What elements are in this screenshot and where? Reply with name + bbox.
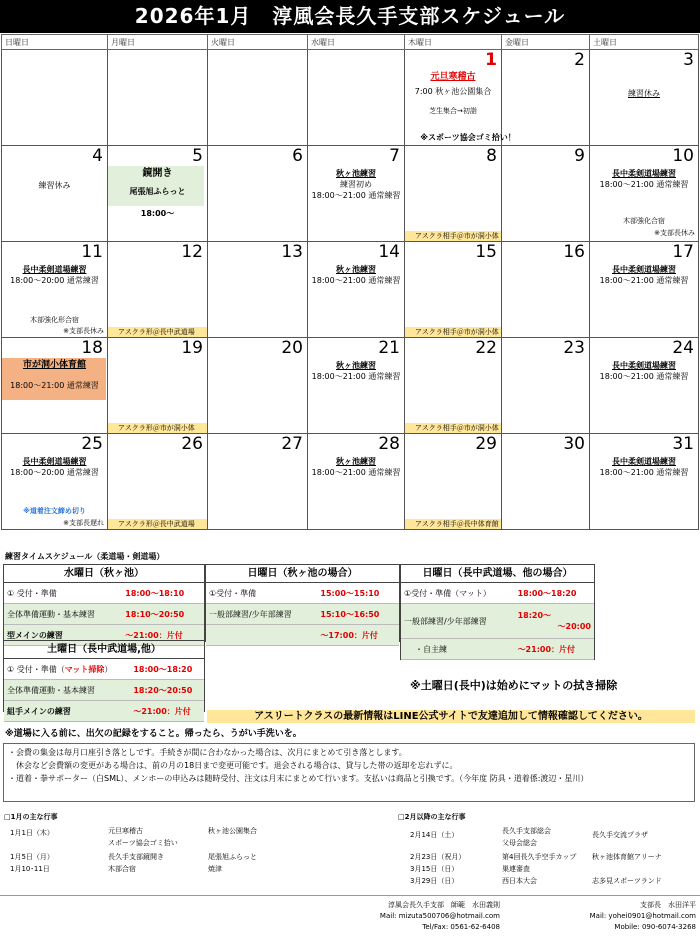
event-title: 長中柔剣道場練習 xyxy=(22,265,87,274)
day-cell-25 xyxy=(2,434,108,530)
sun2-r2-label: 一般部練習/少年部練習 xyxy=(401,604,515,639)
jan-place: 尾張旭ふらっと xyxy=(208,853,257,861)
week-row xyxy=(2,146,699,242)
wed-r3-label: 型メインの練習 xyxy=(4,625,122,646)
event-time: 18:00～21:00 通常練習 xyxy=(311,191,401,200)
jan-date: 1月10･11日 xyxy=(10,865,50,873)
day-cell-10 xyxy=(590,146,699,242)
weekday-header-row xyxy=(2,35,699,50)
wed-schedule-box xyxy=(3,564,205,642)
event-title: 長中柔剣道場練習 xyxy=(22,457,87,466)
dojo-note: ※道場に入る前に、出欠の記録をすること。帰ったら、うがい手洗いを。 xyxy=(5,729,302,739)
day-cell-20 xyxy=(208,338,308,434)
day-number: 18 xyxy=(81,338,103,358)
sun-schedule-title: 日曜日（秋ヶ池の場合） xyxy=(206,565,399,583)
day-number: 29 xyxy=(475,434,497,454)
day-cell-15 xyxy=(405,242,502,338)
sat-r3-time: ～21:00：片付 xyxy=(130,701,204,722)
footer-left-tel: Tel/Fax: 0561-62-6408 xyxy=(422,923,500,931)
day-number: 7 xyxy=(389,146,400,166)
sat-mat-note: ※土曜日(長中)は始めにマットの拭き掃除 xyxy=(410,679,618,692)
sun2-r1-label: ①受付・準備（マット） xyxy=(401,583,515,604)
day-number: 12 xyxy=(181,242,203,262)
event-title: 秋ヶ池練習 xyxy=(336,457,376,466)
day-cell-4 xyxy=(2,146,108,242)
day-cell-21 xyxy=(308,338,405,434)
event-time: 7:00 秋ヶ池公園集合 xyxy=(414,87,492,96)
event-title: 秋ヶ池練習 xyxy=(336,265,376,274)
weekday-thu: 木曜日 xyxy=(405,35,502,50)
day-number: 4 xyxy=(92,146,103,166)
event-time: 18:00～21:00 通常練習 xyxy=(599,276,689,285)
sat-r2-time: 18:20～20:50 xyxy=(130,680,204,701)
event-title: 長中柔剣道場練習 xyxy=(612,457,676,466)
event-time: 18:00～21:00 通常練習 xyxy=(599,180,689,189)
day-cell-28 xyxy=(308,434,405,530)
day-number: 6 xyxy=(292,146,303,166)
day-cell-26 xyxy=(108,434,208,530)
day-cell-18 xyxy=(2,338,108,434)
event-title: 鏡開き xyxy=(142,168,173,179)
event-note: ※支部長遅れ xyxy=(63,519,104,527)
feb-date: 2月23日（祝月） xyxy=(410,853,466,861)
feb-event: 第4回長久手空手カップ xyxy=(502,853,577,861)
feb-place: 志多見スポーツランド xyxy=(592,877,662,885)
line-banner: アスリートクラスの最新情報はLINE公式サイトで友達追加して情報確認してください。 xyxy=(207,710,695,723)
jan-events-heading: □1月の主な行事 xyxy=(4,813,58,821)
athlete-class-bar: アスクラ相手＠長中体育館 xyxy=(405,519,501,529)
day-cell-11 xyxy=(2,242,108,338)
day-number: 22 xyxy=(475,338,497,358)
day-cell-9 xyxy=(502,146,590,242)
sun-r1-label: ①受付・準備 xyxy=(206,583,317,604)
sat-r1-label xyxy=(4,659,130,680)
week-row xyxy=(2,338,699,434)
day-cell-6 xyxy=(208,146,308,242)
jan-date: 1月1日（木） xyxy=(10,829,54,837)
sat-r1-close: ） xyxy=(104,664,113,674)
day-cell-17 xyxy=(590,242,699,338)
empty-day xyxy=(208,50,308,146)
week-row xyxy=(2,50,699,146)
event-time: 18:00～20:00 通常練習 xyxy=(10,468,99,477)
day-cell-14 xyxy=(308,242,405,338)
day-number: 10 xyxy=(672,146,694,166)
day-number: 3 xyxy=(683,50,694,70)
sun-r3-label xyxy=(206,625,317,646)
event-time: 18:00～21:00 通常練習 xyxy=(311,372,401,381)
event-time: 18:00～21:00 通常練習 xyxy=(10,381,99,390)
event-note: ※支部長休み xyxy=(654,229,695,237)
footer-left-mail: Mail: mizuta500706@hotmail.com xyxy=(379,912,500,920)
feb-event: 西日本大会 xyxy=(502,877,537,885)
sun-schedule-box xyxy=(205,564,400,642)
feb-place: 長久手交流プラザ xyxy=(592,831,648,839)
feb-date: 2月14日（土） xyxy=(410,831,459,839)
jan-date: 1月5日（月） xyxy=(10,853,54,861)
practice-heading: 練習タイムスケジュール（柔道場・剣道場） xyxy=(5,552,165,561)
wed-r1-label: ① 受付・準備 xyxy=(4,583,122,604)
event-title: 秋ヶ池練習 xyxy=(336,169,376,178)
sun2-r3-time: ～21:00：片付 xyxy=(515,639,594,660)
day-number: 17 xyxy=(672,242,694,262)
event-title: 長中柔剣道場練習 xyxy=(612,361,676,370)
feb-event: 父母会総会 xyxy=(502,839,537,847)
day-number: 23 xyxy=(563,338,585,358)
sun2-r2-times xyxy=(515,604,594,639)
day-cell-30 xyxy=(502,434,590,530)
sun-r3-time: ～17:00：片付 xyxy=(317,625,399,646)
mat-cleaning-text: マット掃除 xyxy=(64,664,105,674)
day-cell-5 xyxy=(108,146,208,242)
feb-event: 長久手支部総会 xyxy=(502,827,551,835)
feb-place: 秋ヶ池体育館アリーナ xyxy=(592,853,662,861)
event-place: 尾張旭ふらっと xyxy=(129,187,186,196)
day-cell-24 xyxy=(590,338,699,434)
notes-box xyxy=(3,743,695,802)
event-note: 木部強化合宿 xyxy=(623,217,665,225)
sun2-r1-time: 18:00～18:20 xyxy=(515,583,594,604)
event-time: 18:00～ xyxy=(140,209,175,218)
weekday-sat: 土曜日 xyxy=(590,35,699,50)
feb-events-heading: □2月以降の主な行事 xyxy=(398,813,466,821)
jan-event: 木部合宿 xyxy=(108,865,136,873)
athlete-class-bar: アスクラ相手＠市が洞小体 xyxy=(405,327,501,337)
wed-schedule-title: 水曜日（秋ヶ池） xyxy=(4,565,204,583)
jan-event: 元旦寒稽古 xyxy=(108,827,143,835)
feb-date: 3月15日（日） xyxy=(410,865,459,873)
day-number: 19 xyxy=(181,338,203,358)
footer-right-mail: Mail: yohei0901@hotmail.com xyxy=(589,912,696,920)
footer-left-name: 淳風会長久手支部 師範 水田義則 xyxy=(388,901,500,909)
event-sub: 練習初め xyxy=(340,180,372,189)
event-note: 芝生集合→初詣 xyxy=(429,107,477,115)
sat-r3-label: 組手メインの練習 xyxy=(4,701,130,722)
day-cell-3 xyxy=(590,50,699,146)
sun2-r2-time2: ～20:00 xyxy=(557,622,591,631)
weekday-sun: 日曜日 xyxy=(2,35,108,50)
sat-r1-time: 18:00～18:20 xyxy=(130,659,204,680)
wed-r2-time: 18:10～20:50 xyxy=(122,604,204,625)
sun2-schedule-box xyxy=(400,564,595,660)
week-row xyxy=(2,242,699,338)
wed-r1-time: 18:00～18:10 xyxy=(122,583,204,604)
event-time: 18:00～21:00 通常練習 xyxy=(311,468,401,477)
jan-place: 秋ヶ池公園集合 xyxy=(208,827,257,835)
weekday-fri: 金曜日 xyxy=(502,35,590,50)
note-line: 休会など会費額の変更がある場合は、前の月の18日まで変更可能です。退会される場合は、貸与した帯の返却を忘れずに。 xyxy=(8,761,458,770)
sun2-r2-time: 18:20～ xyxy=(517,611,552,620)
feb-event: 巣連審査 xyxy=(502,865,530,873)
day-number: 16 xyxy=(563,242,585,262)
day-number: 27 xyxy=(281,434,303,454)
sun2-r3-label: ・自主練 xyxy=(401,639,515,660)
day-number: 5 xyxy=(192,146,203,166)
day-number: 9 xyxy=(574,146,585,166)
athlete-class-bar: アスクラ相手＠市が洞小体 xyxy=(405,231,501,241)
weekday-tue: 火曜日 xyxy=(208,35,308,50)
feb-date: 3月29日（日） xyxy=(410,877,459,885)
weekday-mon: 月曜日 xyxy=(108,35,208,50)
day-number: 30 xyxy=(563,434,585,454)
event-title: 練習休み xyxy=(628,89,660,98)
athlete-class-bar: アスクラ形＠長中武道場 xyxy=(108,327,207,337)
day-cell-12 xyxy=(108,242,208,338)
wed-r3-time: ～21:00：片付 xyxy=(122,625,204,646)
day-cell-16 xyxy=(502,242,590,338)
event-time: 18:00～21:00 通常練習 xyxy=(311,276,401,285)
footer-left xyxy=(300,900,500,933)
day-number: 21 xyxy=(378,338,400,358)
empty-day xyxy=(108,50,208,146)
empty-day xyxy=(2,50,108,146)
day-cell-19 xyxy=(108,338,208,434)
sat-schedule-box xyxy=(3,640,205,716)
athlete-class-bar: アスクラ形＠市が洞小体 xyxy=(108,423,207,433)
weekday-wed: 水曜日 xyxy=(308,35,405,50)
footer-right-name: 支部長 水田洋平 xyxy=(640,901,696,909)
sun-r2-time: 15:10～16:50 xyxy=(317,604,399,625)
event-note: ※道着注文締め切り xyxy=(23,507,86,515)
day-cell-13 xyxy=(208,242,308,338)
event-title: 市が洞小体育館 xyxy=(22,360,86,370)
day-cell-7 xyxy=(308,146,405,242)
event-note-bottom: ※スポーツ協会ゴミ拾い！ xyxy=(420,133,516,142)
day-number: 20 xyxy=(281,338,303,358)
day-number: 28 xyxy=(378,434,400,454)
day-number: 25 xyxy=(81,434,103,454)
wed-r2-label: 全体準備運動・基本練習 xyxy=(4,604,122,625)
event-title: 長中柔剣道場練習 xyxy=(612,169,676,178)
day-number: 1 xyxy=(485,50,497,70)
day-cell-31 xyxy=(590,434,699,530)
day-number: 15 xyxy=(475,242,497,262)
day-cell-22 xyxy=(405,338,502,434)
day-number: 2 xyxy=(574,50,585,70)
athlete-class-bar: アスクラ形＠長中武道場 xyxy=(108,519,207,529)
sun2-schedule-title: 日曜日（長中武道場、他の場合） xyxy=(401,565,594,583)
day-number: 14 xyxy=(378,242,400,262)
event-title: 秋ヶ池練習 xyxy=(336,361,376,370)
day-cell-23 xyxy=(502,338,590,434)
jan-place: 焼津 xyxy=(208,865,222,873)
note-line: ・道着・拳サポーター（白SML）、メンホーの申込みは随時受付、注文は月末にまとめて行います。支払いは商品と引換です。（今年度 防具・道着係:渡辺・星川） xyxy=(8,774,589,783)
day-cell-8 xyxy=(405,146,502,242)
day-cell-27 xyxy=(208,434,308,530)
athlete-class-bar: アスクラ相手＠市が洞小体 xyxy=(405,423,501,433)
day-number: 24 xyxy=(672,338,694,358)
event-title: 長中柔剣道場練習 xyxy=(612,265,676,274)
day-number: 26 xyxy=(181,434,203,454)
day-cell-29 xyxy=(405,434,502,530)
day-cell-1 xyxy=(405,50,516,146)
week-row xyxy=(2,434,699,530)
empty-day xyxy=(308,50,405,146)
event-title: 練習休み xyxy=(38,181,71,190)
footer-right-mobile: Mobile: 090-6074-3268 xyxy=(614,923,696,931)
day-number: 13 xyxy=(281,242,303,262)
event-note: ※支部長休み xyxy=(63,327,104,335)
sat-r2-label: 全体準備運動・基本練習 xyxy=(4,680,130,701)
event-time: 18:00～20:00 通常練習 xyxy=(10,276,99,285)
day-number: 8 xyxy=(486,146,497,166)
event-note: 木部強化形合宿 xyxy=(30,316,79,324)
footer-right xyxy=(500,900,696,933)
day-cell-2 xyxy=(502,50,590,146)
jan-event: 長久手支部鏡開き xyxy=(108,853,164,861)
jan-event: スポーツ協会ゴミ拾い xyxy=(108,839,178,847)
sat-schedule-title: 土曜日（長中武道場,他） xyxy=(4,641,204,659)
note-line: ・会費の集金は毎月口座引き落としです。手続きが間に合わなかった場合は、次月にまとめて引き落とします。 xyxy=(8,748,407,757)
calendar-grid xyxy=(1,34,699,530)
day-number: 11 xyxy=(81,242,103,262)
sun-r1-time: 15:00～15:10 xyxy=(317,583,399,604)
day-number: 31 xyxy=(672,434,694,454)
event-time: 18:00～21:00 通常練習 xyxy=(599,372,689,381)
event-time: 18:00～21:00 通常練習 xyxy=(599,468,689,477)
event-title: 元旦寒稽古 xyxy=(430,72,476,82)
sun-r2-label: 一般部練習/少年部練習 xyxy=(206,604,317,625)
footer-divider xyxy=(0,895,700,896)
sat-r1-label-text: ① 受付・準備（ xyxy=(7,664,65,674)
page-title: 2026年1月 淳風会長久手支部スケジュール xyxy=(0,0,700,33)
